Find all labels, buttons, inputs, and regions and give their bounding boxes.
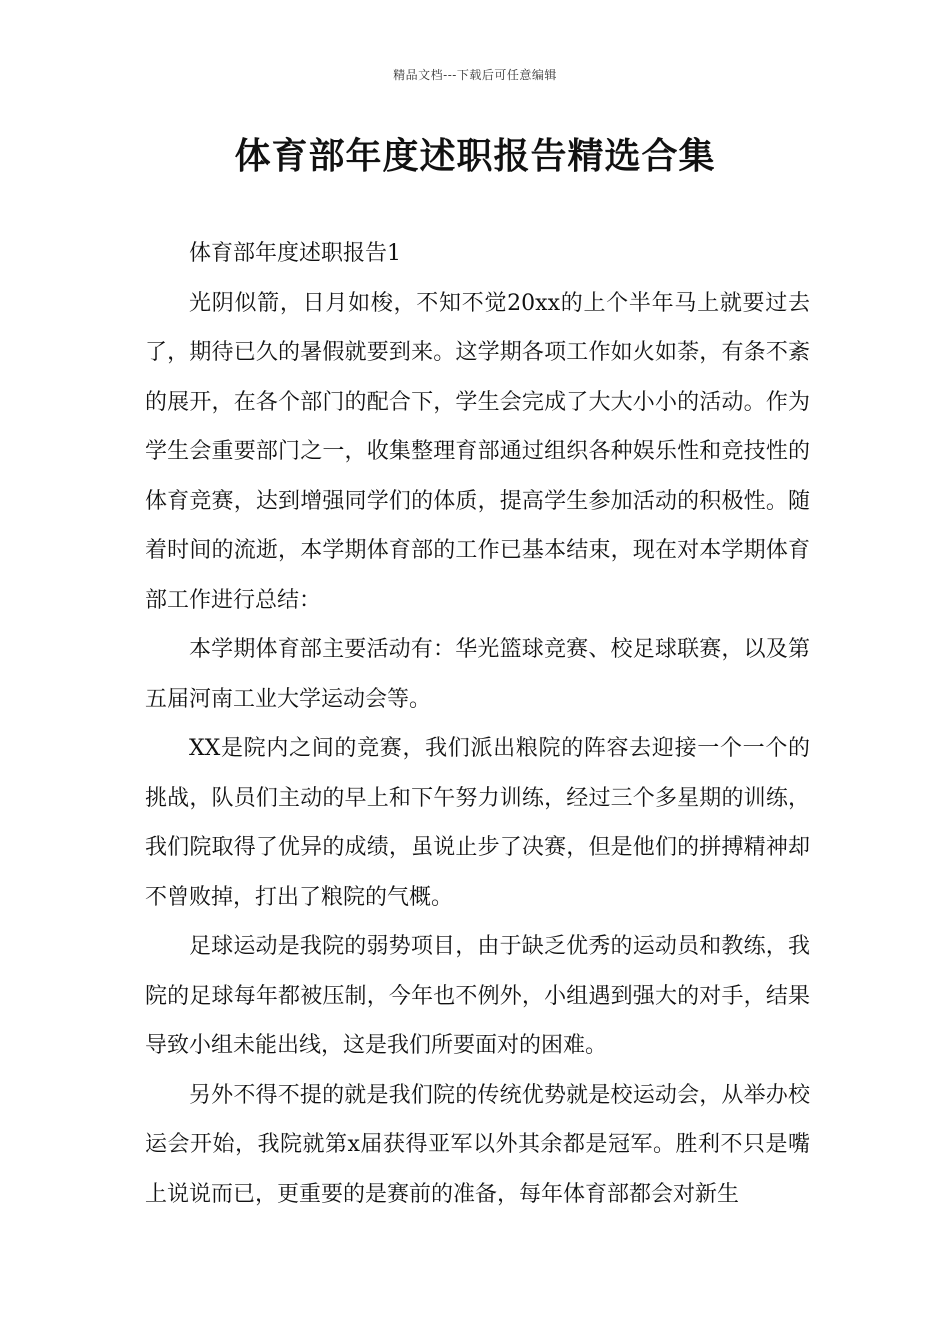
paragraph: 足球运动是我院的弱势项目，由于缺乏优秀的运动员和教练，我院的足球每年都被压制，今年也不例外，小组遇到强大的对手，结果导致小组未能出线，这是我们所要面对的困难。 [145, 934, 810, 1058]
paragraph: XX是院内之间的竞赛，我们派出粮院的阵容去迎接一个一个的挑战，队员们主动的早上和下午努力训练，经过三个多星期的训练，我们院取得了优异的成绩，虽说止步了决赛，但是他们的拼搏精神却不曾败掉，打出了粮院的气概。 [145, 736, 810, 910]
paragraph: 光阴似箭，日月如梭，不知不觉20xx的上个半年马上就要过去了，期待已久的暑假就要到来。这学期各项工作如火如荼，有条不紊的展开，在各个部门的配合下，学生会完成了大大小小的活动。作为学生会重要部门之一，收集整理育部通过组织各种娱乐性和竞技性的体育竞赛，达到增强同学们的体质，提高学生参加活动的积极性。随着时间的流逝，本学期体育部的工作已基本结束，现在对本学期体育部工作进行总结： [145, 290, 810, 613]
document-title: 体育部年度述职报告精选合集 [234, 136, 716, 177]
header-note: 精品文档---下载后可任意编辑 [393, 68, 557, 82]
section-heading: 体育部年度述职报告1 [189, 241, 401, 266]
paragraph: 另外不得不提的就是我们院的传统优势就是校运动会，从举办校运会开始，我院就第x届获得亚军以外其余都是冠军。胜利不只是嘴上说说而已，更重要的是赛前的准备，每年体育部都会对新生 [145, 1082, 810, 1207]
document-body [145, 229, 810, 1219]
paragraph: 本学期体育部主要活动有：华光篮球竞赛、校足球联赛，以及第五届河南工业大学运动会等。 [145, 637, 810, 712]
